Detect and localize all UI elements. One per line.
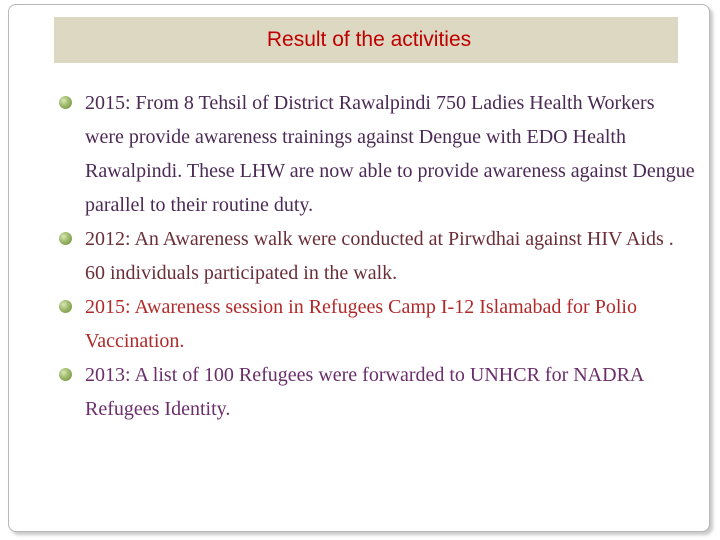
slide-title: Result of the activities [266,28,472,51]
bullet-marker-icon [59,96,72,109]
bullet-item [56,358,696,426]
bullet-text: 2012: An Awareness walk were conducted at Pirwdhai against HIV Aids . 60 individuals participated in the walk. [85,228,674,284]
bullet-marker-icon [59,300,72,313]
bullet-text: 2013: A list of 100 Refugees were forwarded to UNHCR for NADRA Refugees Identity. [85,364,644,420]
bullet-marker-icon [59,368,72,381]
bullet-marker-icon [59,232,72,245]
bullet-item [56,86,696,222]
bullet-item [56,222,696,290]
bullet-text: 2015: From 8 Tehsil of District Rawalpindi 750 Ladies Health Workers were provide awareness trainings against Dengue with EDO Health Rawalpindi. These LHW are now able to provide awareness against Dengue parallel to their routine duty. [85,92,695,216]
title-bar [54,17,678,63]
bullet-item [56,290,696,358]
bullet-list [56,86,696,426]
bullet-text: 2015: Awareness session in Refugees Camp I-12 Islamabad for Polio Vaccination. [85,296,637,352]
